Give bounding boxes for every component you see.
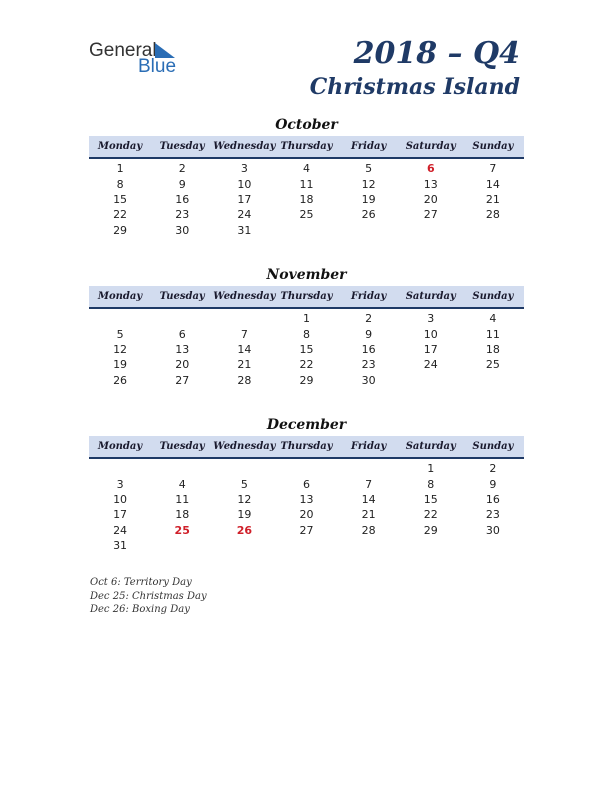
- weekday-header: Monday: [89, 136, 151, 158]
- day-cell: [89, 458, 151, 476]
- day-cell: 26: [361, 208, 376, 222]
- week-row: [89, 308, 524, 326]
- weekday-header: Friday: [338, 436, 400, 458]
- month-title: December: [266, 417, 347, 433]
- day-cell: 30: [361, 373, 376, 387]
- holiday-entry: Dec 26: Boxing Day: [90, 604, 190, 615]
- day-cell: 12: [361, 177, 376, 191]
- weekday-header: Sunday: [462, 136, 524, 158]
- week-row: [89, 223, 524, 238]
- logo-text-blue: Blue: [138, 56, 177, 77]
- day-cell: [213, 308, 275, 326]
- day-cell: 3: [427, 312, 435, 326]
- day-cell: [151, 308, 213, 326]
- day-cell: 18: [175, 508, 190, 522]
- weekday-header: Sunday: [462, 436, 524, 458]
- day-cell: 27: [175, 373, 190, 387]
- day-cell: [89, 308, 151, 326]
- day-cell: 5: [116, 327, 124, 341]
- day-cell: 2: [489, 462, 497, 476]
- day-cell: 3: [240, 162, 248, 176]
- month-title: October: [275, 117, 338, 133]
- day-cell: 6: [426, 162, 435, 176]
- day-cell: 8: [427, 477, 435, 491]
- day-cell: 21: [485, 192, 500, 206]
- day-cell: 25: [174, 523, 190, 537]
- day-cell: [338, 458, 400, 476]
- day-cell: 25: [485, 358, 500, 372]
- weekday-header-row: [89, 436, 524, 458]
- day-cell: 10: [423, 327, 438, 341]
- day-cell: 23: [175, 208, 190, 222]
- day-cell: 9: [178, 177, 186, 191]
- week-row: [89, 476, 524, 491]
- day-cell: 21: [237, 358, 252, 372]
- day-cell: 9: [489, 477, 497, 491]
- week-row: [89, 326, 524, 341]
- day-cell: 14: [485, 177, 500, 191]
- day-cell: 27: [299, 523, 314, 537]
- month-title: November: [266, 267, 347, 283]
- day-cell: 6: [178, 327, 186, 341]
- day-cell: 12: [237, 492, 252, 506]
- logo-text-general: General: [89, 40, 157, 61]
- weekday-header-row: [89, 286, 524, 308]
- week-row: [89, 373, 524, 388]
- day-cell: 12: [113, 342, 128, 356]
- day-cell: [213, 458, 275, 476]
- weekday-header-row: [89, 136, 524, 158]
- month-december: [89, 416, 524, 553]
- week-row: [89, 492, 524, 507]
- day-cell: 17: [113, 508, 128, 522]
- day-cell: 4: [178, 477, 186, 491]
- day-cell: [275, 223, 337, 238]
- day-cell: 19: [237, 508, 252, 522]
- day-cell: 10: [113, 492, 128, 506]
- day-cell: 5: [365, 162, 373, 176]
- page-title: 2018 – Q4: [353, 36, 520, 71]
- day-cell: 20: [299, 508, 314, 522]
- calendar-table: [89, 136, 524, 238]
- day-cell: 15: [423, 492, 438, 506]
- month-october: [89, 116, 524, 238]
- day-cell: 2: [365, 312, 373, 326]
- week-row: [89, 158, 524, 176]
- weekday-header: Tuesday: [151, 436, 213, 458]
- day-cell: 19: [361, 192, 376, 206]
- day-cell: [151, 538, 213, 553]
- weekday-header: Thursday: [275, 136, 337, 158]
- day-cell: [400, 538, 462, 553]
- day-cell: 16: [175, 192, 190, 206]
- day-cell: [400, 373, 462, 388]
- day-cell: 16: [485, 492, 500, 506]
- weekday-header: Wednesday: [213, 136, 275, 158]
- weekday-header: Monday: [89, 436, 151, 458]
- day-cell: 2: [178, 162, 186, 176]
- day-cell: [462, 223, 524, 238]
- day-cell: 8: [116, 177, 124, 191]
- day-cell: 27: [423, 208, 438, 222]
- day-cell: 7: [365, 477, 373, 491]
- day-cell: 17: [237, 192, 252, 206]
- day-cell: 25: [299, 208, 314, 222]
- week-row: [89, 357, 524, 372]
- weekday-header: Saturday: [400, 136, 462, 158]
- day-cell: 6: [302, 477, 310, 491]
- calendar-table: [89, 436, 524, 553]
- day-cell: 16: [361, 342, 376, 356]
- day-cell: 18: [485, 342, 500, 356]
- day-cell: 24: [423, 358, 438, 372]
- day-cell: 11: [299, 177, 314, 191]
- generalblue-logo: [89, 40, 199, 80]
- weekday-header: Thursday: [275, 436, 337, 458]
- day-cell: 28: [361, 523, 376, 537]
- day-cell: 7: [489, 162, 497, 176]
- day-cell: 14: [237, 342, 252, 356]
- day-cell: 1: [116, 162, 124, 176]
- day-cell: 14: [361, 492, 376, 506]
- week-row: [89, 507, 524, 522]
- weekday-header: Wednesday: [213, 436, 275, 458]
- day-cell: 19: [113, 358, 128, 372]
- day-cell: 11: [485, 327, 500, 341]
- day-cell: 21: [361, 508, 376, 522]
- day-cell: 29: [423, 523, 438, 537]
- weekday-header: Friday: [338, 136, 400, 158]
- weekday-header: Saturday: [400, 286, 462, 308]
- day-cell: 23: [361, 358, 376, 372]
- day-cell: [151, 458, 213, 476]
- day-cell: 17: [423, 342, 438, 356]
- month-november: [89, 266, 524, 388]
- day-cell: 11: [175, 492, 190, 506]
- weekday-header: Monday: [89, 286, 151, 308]
- weekday-header: Sunday: [462, 286, 524, 308]
- day-cell: 31: [113, 539, 128, 553]
- day-cell: 8: [302, 327, 310, 341]
- weekday-header: Thursday: [275, 286, 337, 308]
- day-cell: [338, 223, 400, 238]
- day-cell: 5: [240, 477, 248, 491]
- day-cell: 1: [302, 312, 310, 326]
- weekday-header: Friday: [338, 286, 400, 308]
- day-cell: 28: [485, 208, 500, 222]
- day-cell: 31: [237, 223, 252, 237]
- day-cell: 26: [236, 523, 252, 537]
- day-cell: 24: [237, 208, 252, 222]
- week-row: [89, 538, 524, 553]
- day-cell: 22: [113, 208, 128, 222]
- day-cell: [338, 538, 400, 553]
- week-row: [89, 458, 524, 476]
- week-row: [89, 207, 524, 222]
- day-cell: 4: [302, 162, 310, 176]
- day-cell: 24: [113, 523, 128, 537]
- week-row: [89, 176, 524, 191]
- holiday-entry: Dec 25: Christmas Day: [90, 590, 207, 602]
- day-cell: 18: [299, 192, 314, 206]
- holiday-entry: Oct 6: Territory Day: [90, 577, 192, 588]
- day-cell: 7: [240, 327, 248, 341]
- day-cell: 10: [237, 177, 252, 191]
- day-cell: 30: [175, 223, 190, 237]
- holiday-list: [90, 576, 207, 617]
- day-cell: 4: [489, 312, 497, 326]
- day-cell: [400, 223, 462, 238]
- week-row: [89, 523, 524, 538]
- day-cell: 28: [237, 373, 252, 387]
- weekday-header: Saturday: [400, 436, 462, 458]
- weekday-header: Tuesday: [151, 136, 213, 158]
- day-cell: 22: [299, 358, 314, 372]
- day-cell: 23: [485, 508, 500, 522]
- day-cell: 26: [113, 373, 128, 387]
- day-cell: 1: [427, 462, 435, 476]
- day-cell: [275, 538, 337, 553]
- day-cell: 20: [423, 192, 438, 206]
- day-cell: 15: [299, 342, 314, 356]
- week-row: [89, 192, 524, 207]
- week-row: [89, 342, 524, 357]
- day-cell: 9: [365, 327, 373, 341]
- day-cell: 3: [116, 477, 124, 491]
- weekday-header: Wednesday: [213, 286, 275, 308]
- day-cell: 15: [113, 192, 128, 206]
- day-cell: 13: [175, 342, 190, 356]
- day-cell: 13: [299, 492, 314, 506]
- day-cell: 22: [423, 508, 438, 522]
- day-cell: 13: [423, 177, 438, 191]
- day-cell: [462, 373, 524, 388]
- day-cell: 30: [485, 523, 500, 537]
- day-cell: [275, 458, 337, 476]
- day-cell: [213, 538, 275, 553]
- day-cell: 20: [175, 358, 190, 372]
- weekday-header: Tuesday: [151, 286, 213, 308]
- calendar-table: [89, 286, 524, 388]
- day-cell: 29: [113, 223, 128, 237]
- day-cell: 29: [299, 373, 314, 387]
- country-title: Christmas Island: [309, 74, 520, 100]
- day-cell: [462, 538, 524, 553]
